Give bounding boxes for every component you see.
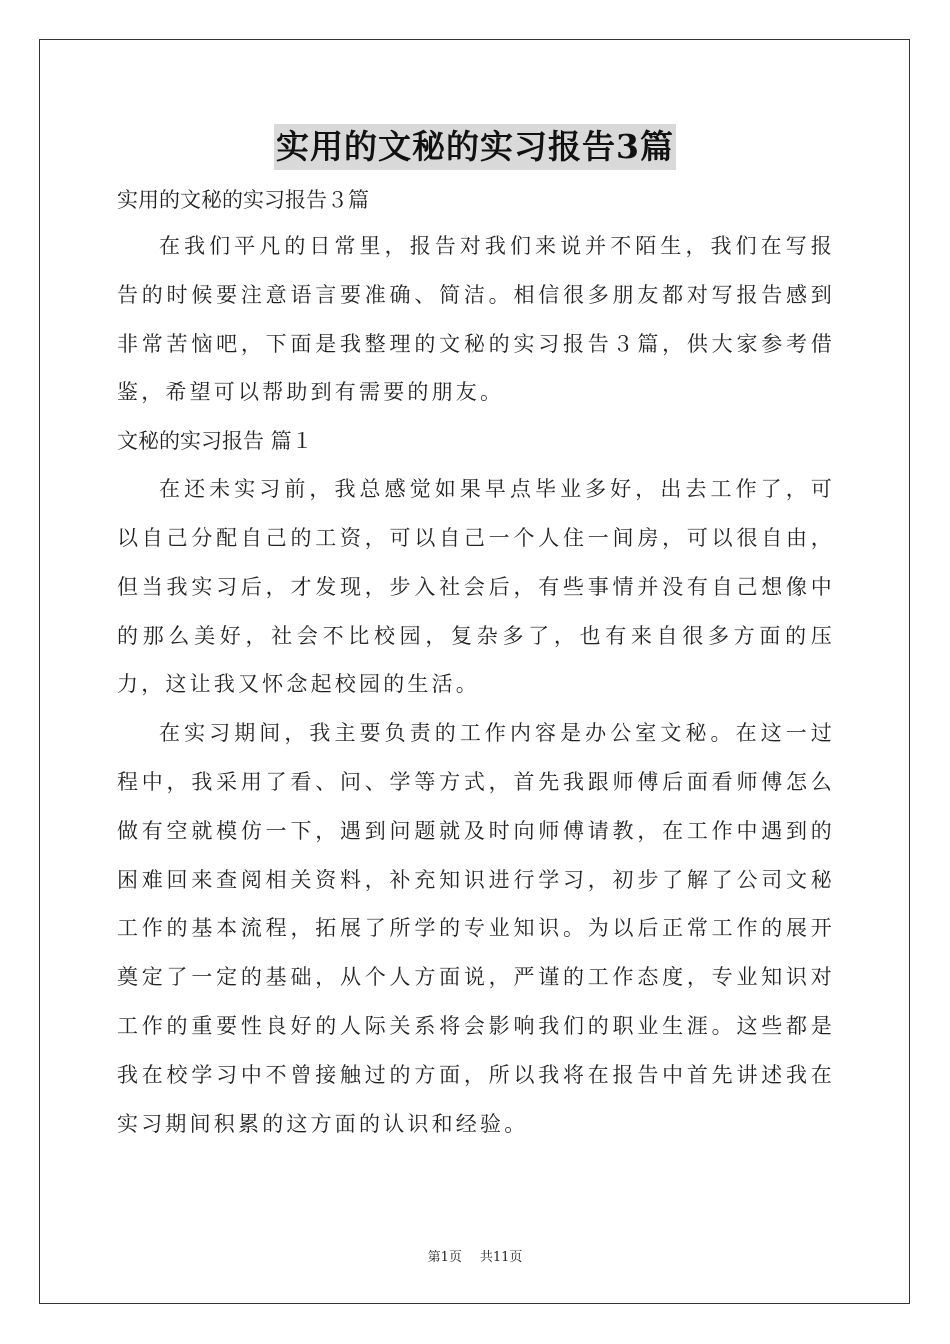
page-footer <box>0 1246 950 1265</box>
body-paragraph: 在实习期间，我主要负责的工作内容是办公室文秘。在这一过程中，我采用了看、问、学等方式，首先我跟师傅后面看师傅怎么做有空就模仿一下，遇到问题就及时向师傅请教，在工作中遇到的困难回来查阅相关资料，补充知识进行学习，初步了解了公司文秘工作的基本流程，拓展了所学的专业知识。为以后正常工作的展开奠定了一定的基础，从个人方面说，严谨的工作态度，专业知识对工作的重要性良好的人际关系将会影响我们的职业生涯。这些都是我在校学习中不曾接触过的方面，所以我将在报告中首先讲述我在实习期间积累的这方面的认识和经验。 <box>117 721 835 1136</box>
total-pages: 共11页 <box>479 1250 523 1265</box>
document-subtitle: 实用的文秘的实习报告３篇 <box>117 188 369 212</box>
section-heading: 文秘的实习报告 篇１ <box>117 429 313 454</box>
document-title: 实用的文秘的实习报告3篇 <box>274 124 676 170</box>
intro-paragraph: 在我们平凡的日常里，报告对我们来说并不陌生，我们在写报告的时候要注意语言要准确、简洁。相信很多朋友都对写报告感到非常苦恼吧，下面是我整理的文秘的实习报告３篇，供大家参考借鉴，希望可以帮助到有需要的朋友。 <box>117 234 835 405</box>
page-number: 第1页 <box>427 1250 462 1265</box>
body-paragraph: 在还未实习前，我总感觉如果早点毕业多好，出去工作了，可以自己分配自己的工资，可以自己一个人住一间房，可以很自由，但当我实习后，才发现，步入社会后，有些事情并没有自己想像中的那么美好，社会不比校园，复杂多了，也有来自很多方面的压力，这让我又怀念起校园的生活。 <box>117 477 835 697</box>
document-body <box>117 178 835 1148</box>
title-container <box>0 124 950 170</box>
